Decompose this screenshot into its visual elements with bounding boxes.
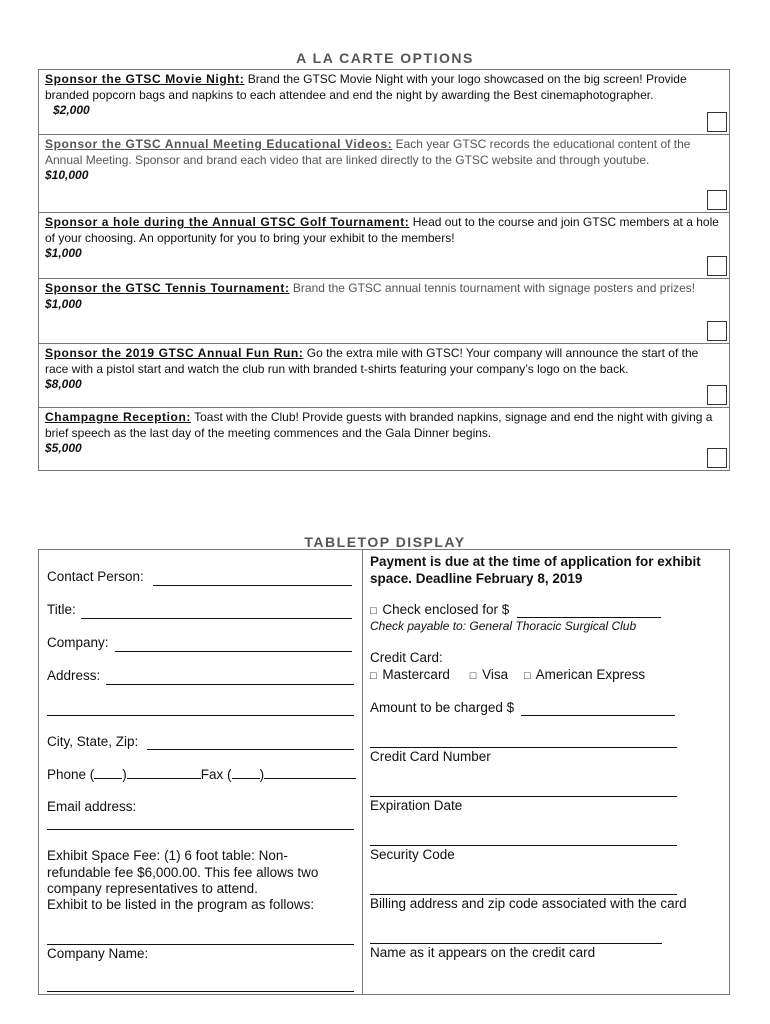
fee-text-1: Exhibit Space Fee: (1) 6 foot table: Non- [47, 848, 288, 863]
company-label: Company: [47, 635, 109, 650]
option-price: $1,000 [45, 296, 82, 311]
column-divider [362, 550, 363, 995]
city-state-zip-label: City, State, Zip: [47, 734, 139, 749]
billing-address-label: Billing address and zip code associated with the card [370, 896, 687, 911]
credit-card-label: Credit Card: [370, 650, 443, 665]
checkbox-glyph-icon[interactable]: □ [370, 605, 377, 617]
option-name: Sponsor the GTSC Tennis Tournament: [45, 281, 290, 295]
tabletop-form [38, 549, 730, 995]
check-payable-note: Check payable to: General Thoracic Surgical Club [370, 619, 637, 633]
option-tennis [39, 279, 729, 344]
option-checkbox[interactable] [707, 256, 727, 276]
contact-person-field[interactable] [153, 585, 352, 586]
option-name: Sponsor a hole during the Annual GTSC Golf Tournament: [45, 215, 410, 229]
payment-notice-line-1: Payment is due at the time of application for exhibit [370, 554, 701, 569]
option-name: Sponsor the GTSC Movie Night: [45, 72, 245, 86]
address-label: Address: [47, 668, 101, 683]
option-desc: Toast with the Club! Provide guests with branded napkins, signage and end the night with giving a brief speech as the last day of the meeting commences and the Gala Dinner begins. [45, 410, 713, 440]
check-enclosed-option[interactable]: □ Check enclosed for $ [370, 602, 510, 617]
email-field[interactable] [47, 829, 354, 830]
cc-number-label: Credit Card Number [370, 749, 491, 764]
expiration-field[interactable] [370, 796, 677, 797]
option-name: Champagne Reception: [45, 410, 192, 424]
option-checkbox[interactable] [707, 448, 727, 468]
option-checkbox[interactable] [707, 385, 727, 405]
company-name-field[interactable] [47, 991, 354, 992]
option-fun-run [39, 344, 729, 408]
option-price: $1,000 [45, 246, 82, 260]
fee-text-2: refundable fee $6,000.00. This fee allows two [47, 865, 319, 880]
checkbox-glyph-icon[interactable]: □ [523, 670, 531, 682]
phone-label: Phone ( ) Fax ( ) [47, 766, 356, 782]
option-desc: Head out to the course and join GTSC members at a hole of your choosing. An opportunity for you to bring your exhibit to the members! [45, 215, 719, 245]
card-type-options [370, 667, 645, 682]
fee-text-3: company representatives to attend. [47, 881, 258, 896]
option-champagne [39, 408, 729, 470]
option-desc: Go the extra mile with GTSC! Your company will announce the start of the race with a pistol start and watch the club run with branded t-shirts featuring your company’s logo on the back. [45, 346, 699, 376]
alacarte-options-box [38, 69, 730, 471]
option-golf-hole [39, 213, 729, 279]
amount-charged-field[interactable] [521, 715, 675, 716]
checkbox-glyph-icon[interactable]: □ [370, 670, 377, 682]
option-desc: Brand the GTSC annual tennis tournament with signage posters and prizes! [289, 281, 696, 295]
contact-person-label: Contact Person: [47, 569, 144, 584]
visa-option[interactable]: □ Visa [469, 667, 509, 682]
payment-notice-line-2: space. Deadline February 8, 2019 [370, 571, 583, 586]
program-listing-field[interactable] [47, 944, 354, 945]
option-educational-videos [39, 135, 729, 213]
cc-number-field[interactable] [370, 747, 677, 748]
option-name: Sponsor the 2019 GTSC Annual Fun Run: [45, 346, 304, 360]
title-field[interactable] [81, 618, 352, 619]
address-field[interactable] [106, 684, 354, 685]
tabletop-title: TABLETOP DISPLAY [304, 534, 466, 550]
option-desc: Each year GTSC records the educational content of the Annual Meeting. Sponsor and brand each video that are linked directly to the GTSC website and through youtube. [45, 137, 691, 167]
option-desc: Brand the GTSC Movie Night with your logo showcased on the big screen! Provide branded popcorn bags and napkins to each attendee and end the night by awarding the Best cinemaphotographer. [45, 72, 687, 102]
alacarte-title: A LA CARTE OPTIONS [296, 50, 474, 66]
option-name: Sponsor the GTSC Annual Meeting Educational Videos: [45, 137, 393, 151]
checkbox-glyph-icon[interactable]: □ [469, 670, 477, 682]
address-field-line-2[interactable] [47, 715, 354, 716]
option-checkbox[interactable] [707, 112, 727, 132]
email-label: Email address: [47, 799, 137, 814]
billing-address-field[interactable] [370, 894, 677, 895]
mastercard-option[interactable]: □ Mastercard [370, 667, 450, 682]
option-movie-night [39, 70, 729, 135]
company-name-label: Company Name: [47, 946, 149, 961]
option-price: $2,000 [53, 103, 90, 117]
option-price: $8,000 [45, 377, 82, 391]
name-on-card-label: Name as it appears on the credit card [370, 945, 596, 960]
check-amount-field[interactable] [517, 617, 661, 618]
fee-text-4: Exhibit to be listed in the program as follows: [47, 897, 315, 912]
amex-option[interactable]: □ American Express [523, 667, 646, 682]
option-checkbox[interactable] [707, 321, 727, 341]
city-state-zip-field[interactable] [147, 749, 354, 750]
title-label: Title: [47, 602, 76, 617]
security-code-field[interactable] [370, 845, 677, 846]
amount-charged-label: Amount to be charged $ [370, 700, 515, 715]
expiration-label: Expiration Date [370, 798, 463, 813]
option-checkbox[interactable] [707, 190, 727, 210]
name-on-card-field[interactable] [370, 943, 662, 944]
security-code-label: Security Code [370, 847, 455, 862]
company-field[interactable] [115, 651, 352, 652]
option-price: $5,000 [45, 441, 82, 455]
option-price: $10,000 [45, 168, 89, 182]
